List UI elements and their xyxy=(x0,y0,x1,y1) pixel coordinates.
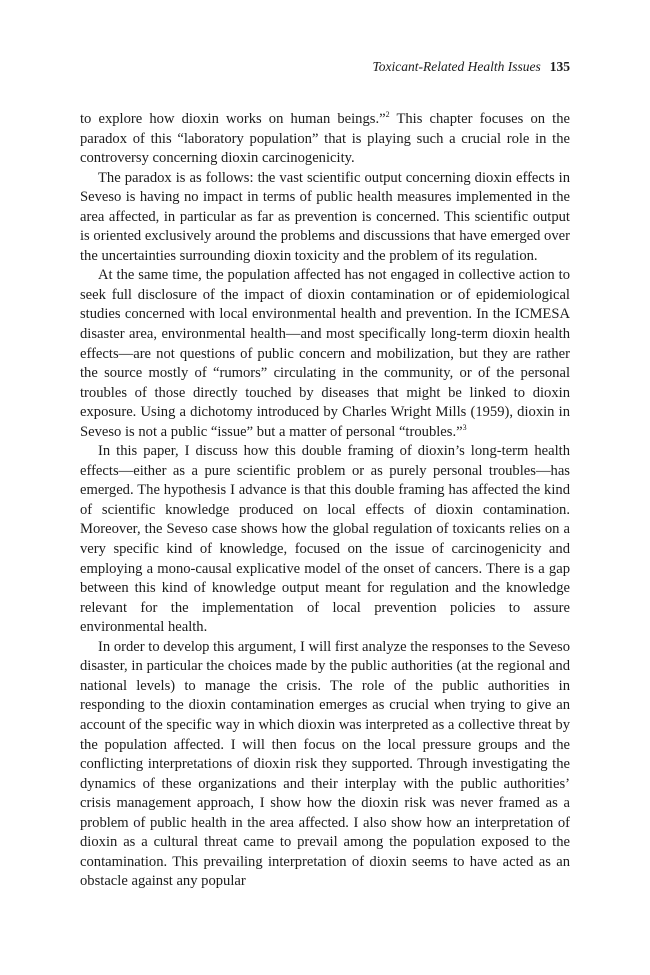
paragraph-1 xyxy=(80,110,570,169)
paragraph-text: In this paper, I discuss how this double framing of dioxin’s long-term health effects—either as a pure scientific problem or as purely personal troubles—has emerged. The hypothesis I advance is that this double framing has affected the kind of scientific knowledge produced on local effects of dioxin contamination. Moreover, the Seveso case shows how the global regulation of toxicants relies on a very specific kind of knowledge, focused on the issue of carcinogenicity and employing a mono-causal explicative model of the onset of cancers. There is a gap between this kind of knowledge output meant for regulation and the knowledge relevant for the implementation of local prevention policies to assure environmental health. xyxy=(80,443,570,636)
paragraph-text: The paradox is as follows: the vast scientific output concerning dioxin effects in Seveso is having no impact in terms of public health measures implemented in the area affected, in particular as far as prevention is concerned. This scientific output is oriented exclusively around the problems and discussions that have emerged over the uncertainties surrounding dioxin toxicity and the problem of its regulation. xyxy=(80,169,570,264)
paragraph-text-continued: This chapter focuses on the paradox of this “laboratory population” that is playing such a crucial role in the controversy concerning dioxin carcinogenicity. xyxy=(80,111,570,167)
paragraph-2 xyxy=(80,169,570,267)
body-text xyxy=(80,110,570,892)
footnote-marker-3: 3 xyxy=(462,422,467,432)
paragraph-5 xyxy=(80,638,570,892)
running-head-title: Toxicant-Related Health Issues xyxy=(372,59,541,74)
running-head xyxy=(80,58,570,76)
paragraph-4 xyxy=(80,442,570,637)
book-page xyxy=(80,58,570,963)
page-number: 135 xyxy=(549,59,570,74)
paragraph-text: At the same time, the population affected has not engaged in collective action to seek full disclosure of the impact of dioxin contamination or of epidemiological studies concerned with local environmental health and prevention. In the ICMESA disaster area, environmental health—and most specifically long-term dioxin health effects—are not questions of public concern and mobilization, but they are rather the source mostly of “rumors” circulating in the community, or of the personal troubles of those directly touched by diseases that might be linked to dioxin exposure. Using a dichotomy introduced by Charles Wright Mills (1959), dioxin in Seveso is not a public “issue” but a matter of personal “troubles.” xyxy=(80,267,570,440)
paragraph-text: to explore how dioxin works on human beings.” xyxy=(80,111,386,127)
footnote-marker-2: 2 xyxy=(385,110,390,119)
paragraph-text: In order to develop this argument, I will first analyze the responses to the Seveso disaster, in particular the choices made by the public authorities (at the regional and national levels) to manage the crisis. The role of the public authorities in responding to the dioxin contamination emerges as crucial when trying to give an account of the specific way in which dioxin was interpreted as a collective threat by the population affected. I will then focus on the local pressure groups and the conflicting interpretations of dioxin risk they supported. Through investigating the dynamics of these organizations and their interplay with the public authorities’ crisis management approach, I show how the dioxin risk was never framed as a problem of public health in the area affected. I also show how an interpretation of dioxin as a cultural threat came to prevail among the population exposed to the contamination. This prevailing interpretation of dioxin seems to have acted as an obstacle against any popular xyxy=(80,638,570,890)
paragraph-3 xyxy=(80,266,570,442)
